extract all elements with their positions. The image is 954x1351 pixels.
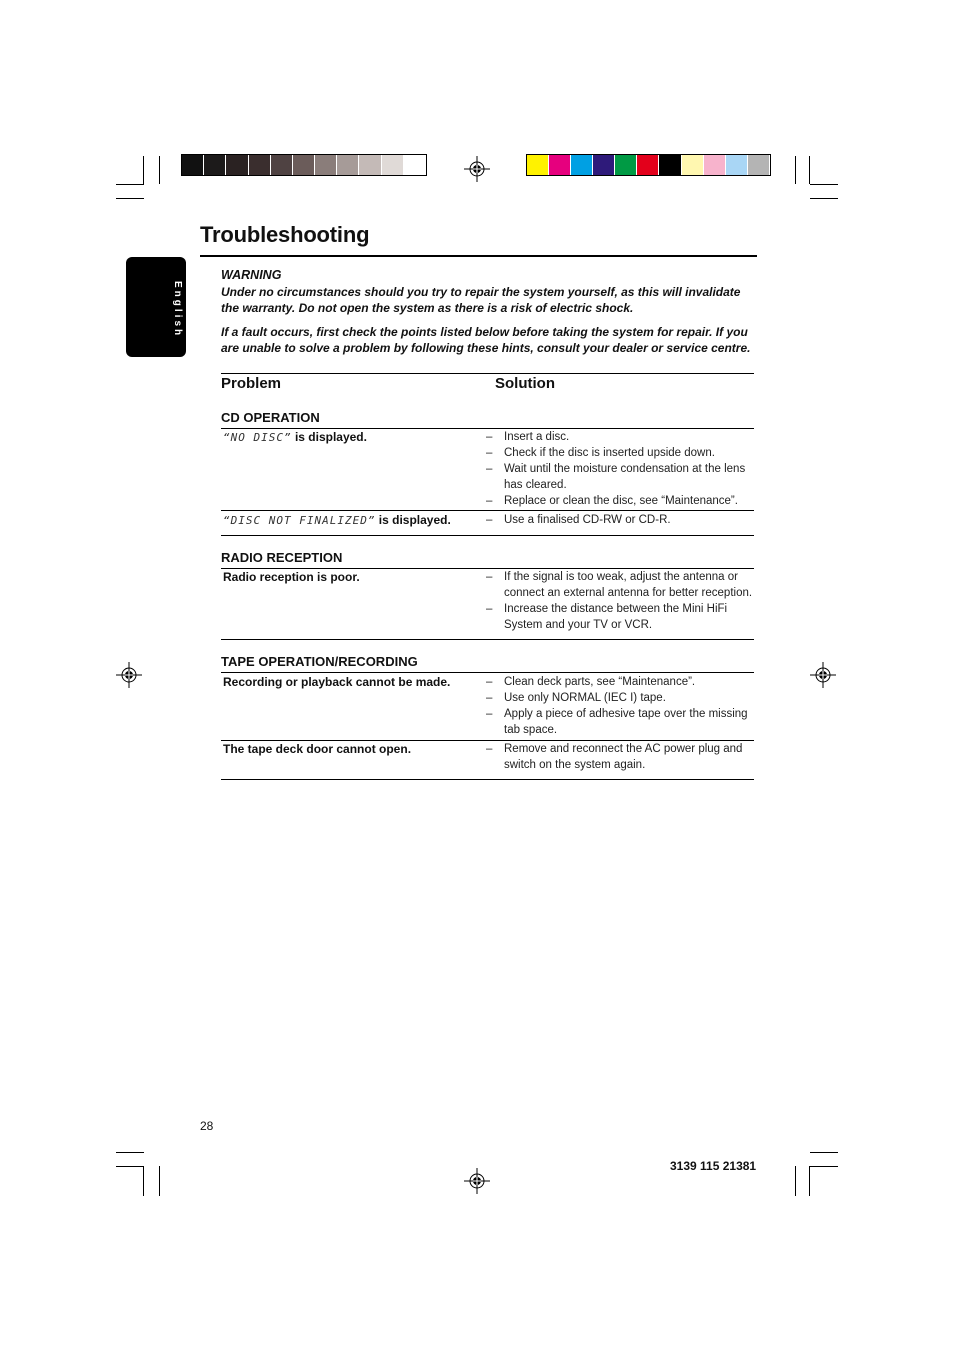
header-divider — [221, 373, 754, 374]
color-swatch — [315, 155, 337, 175]
language-tab-label: English — [172, 281, 183, 339]
crop-mark — [810, 198, 838, 199]
row-divider — [221, 535, 754, 536]
solution-list — [486, 674, 758, 738]
crop-mark — [809, 156, 810, 184]
color-swatch — [615, 155, 637, 175]
section-title-cd-operation: CD OPERATION — [221, 410, 320, 425]
color-swatch — [659, 155, 681, 175]
problem-disc-not-finalized: “DISC NOT FINALIZED” is displayed. — [223, 513, 451, 527]
page-number: 28 — [200, 1119, 214, 1133]
fault-instructions: If a fault occurs, first check the points listed below before taking the system for repair. If you are unable to solve a problem by following these hints, consult your dealer or service centre. — [221, 325, 751, 355]
list-item: – Wait until the moisture condensation at the lens has cleared. — [486, 463, 746, 491]
crop-mark — [810, 184, 838, 185]
crop-mark — [116, 198, 144, 199]
color-swatch — [704, 155, 726, 175]
row-divider — [221, 510, 754, 511]
list-item: – Apply a piece of adhesive tape over the missing tab space. — [486, 708, 748, 736]
registration-mark-icon — [116, 662, 142, 688]
crop-mark — [810, 1152, 838, 1153]
color-swatch — [382, 155, 404, 175]
row-divider — [221, 639, 754, 640]
solution-list — [486, 569, 758, 633]
lcd-message: “NO DISC” — [223, 431, 292, 444]
color-swatch — [637, 155, 659, 175]
grayscale-calibration-bar — [181, 154, 427, 176]
color-swatch — [404, 155, 426, 175]
color-swatch — [337, 155, 359, 175]
list-item: – Use a finalised CD-RW or CD-R. — [486, 514, 671, 526]
crop-mark — [116, 1152, 144, 1153]
color-swatch — [527, 155, 549, 175]
page-title: Troubleshooting — [200, 222, 370, 247]
crop-mark — [810, 1166, 838, 1167]
registration-mark-icon — [464, 156, 490, 182]
color-swatch — [249, 155, 271, 175]
row-divider — [221, 779, 754, 780]
problem-tape-door: The tape deck door cannot open. — [223, 742, 412, 756]
crop-mark — [795, 1166, 796, 1196]
crop-mark — [116, 184, 144, 185]
list-item: – Insert a disc. — [486, 431, 570, 443]
crop-mark — [809, 1166, 810, 1196]
section-title-radio-reception: RADIO RECEPTION — [221, 550, 343, 565]
color-swatch — [359, 155, 381, 175]
color-swatch — [571, 155, 593, 175]
solution-list — [486, 429, 758, 509]
color-swatch — [593, 155, 615, 175]
section-divider — [221, 672, 754, 673]
language-tab — [126, 257, 186, 357]
color-swatch — [748, 155, 770, 175]
color-swatch — [226, 155, 248, 175]
crop-mark — [143, 1166, 144, 1196]
crop-mark — [143, 156, 144, 184]
problem-radio-poor: Radio reception is poor. — [223, 570, 360, 584]
warning-text: Under no circumstances should you try to repair the system yourself, as this will invalidate the warranty. Do not open the system as there is a risk of electric shock. — [221, 285, 741, 315]
problem-column-header: Problem — [221, 375, 282, 392]
solution-list — [486, 741, 758, 773]
color-calibration-bar — [526, 154, 771, 176]
list-item: – If the signal is too weak, adjust the antenna or connect an external antenna for better reception. — [486, 571, 753, 599]
registration-mark-icon — [810, 662, 836, 688]
title-divider — [200, 255, 757, 257]
problem-no-disc: “NO DISC” is displayed. — [223, 430, 367, 444]
section-title-tape-operation: TAPE OPERATION/RECORDING — [221, 654, 418, 669]
color-swatch — [182, 155, 204, 175]
lcd-message: “DISC NOT FINALIZED” — [223, 514, 376, 527]
color-swatch — [293, 155, 315, 175]
solution-column-header: Solution — [495, 375, 555, 392]
color-swatch — [549, 155, 571, 175]
list-item: – Replace or clean the disc, see “Maintenance”. — [486, 495, 738, 507]
crop-mark — [795, 156, 796, 184]
registration-mark-icon — [464, 1168, 490, 1194]
solution-list — [486, 512, 758, 528]
warning-heading: WARNING — [221, 268, 282, 282]
color-swatch — [726, 155, 748, 175]
list-item: – Remove and reconnect the AC power plug and switch on the system again. — [486, 743, 743, 771]
list-item: – Clean deck parts, see “Maintenance”. — [486, 676, 696, 688]
color-swatch — [204, 155, 226, 175]
crop-mark — [116, 1166, 144, 1167]
crop-mark — [159, 156, 160, 184]
color-swatch — [682, 155, 704, 175]
color-swatch — [271, 155, 293, 175]
document-code: 3139 115 21381 — [670, 1159, 757, 1173]
list-item: – Increase the distance between the Mini HiFi System and your TV or VCR. — [486, 603, 728, 631]
problem-recording-playback: Recording or playback cannot be made. — [223, 675, 451, 689]
list-item: – Use only NORMAL (IEC I) tape. — [486, 692, 666, 704]
list-item: – Check if the disc is inserted upside down. — [486, 447, 715, 459]
crop-mark — [159, 1166, 160, 1196]
